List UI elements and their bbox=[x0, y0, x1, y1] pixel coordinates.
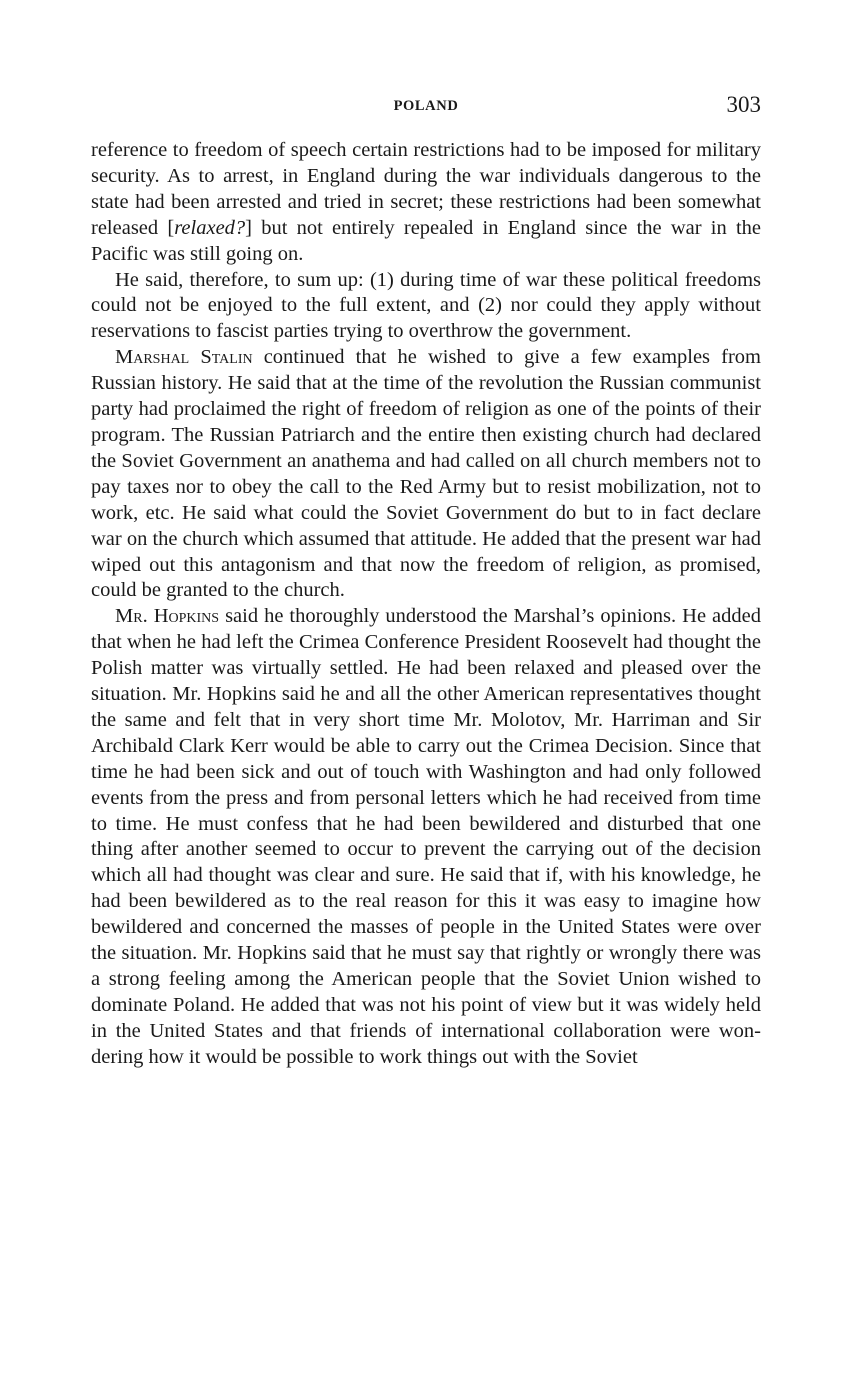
running-head: POLAND bbox=[393, 98, 459, 114]
editorial-note: relaxed? bbox=[174, 216, 246, 239]
page-number: 303 bbox=[726, 92, 761, 117]
paragraph-3 bbox=[91, 345, 761, 604]
bracket-close: ] bbox=[245, 216, 252, 239]
paragraph-1-text: reference to freedom of speech certain restrictions had to be imposed for military security. As to arrest, in England during the war individuals dangerous to the state had been arrested and tried in secret; these restrictions had been somewhat released bbox=[91, 139, 761, 239]
paragraph-4 bbox=[91, 604, 761, 1070]
page-header bbox=[91, 92, 761, 122]
paragraph-2 bbox=[91, 268, 761, 346]
speaker-name: Marshal Stalin bbox=[115, 346, 253, 369]
bracket-open: [ bbox=[167, 216, 175, 239]
paragraph-2-text: He said, therefore, to sum up: (1) during time of war these political freedoms could not be enjoyed to the full extent, and (2) nor could they apply without reservations to fascist parties trying to overthrow the government. bbox=[91, 268, 761, 343]
body-text bbox=[91, 138, 761, 1071]
paragraph-1-text-after: but not entirely repealed in England since the war in the Pacific was still going on. bbox=[91, 216, 761, 265]
paragraph-1 bbox=[91, 138, 761, 268]
paragraph-3-text: continued that he wished to give a few examples from Russian history. He said that at the time of the revolution the Russian communist party had proclaimed the right of freedom of religion as one of the points of their program. The Russian Patriarch and the entire then existing church had declared the Soviet Government an anathema and had called on all church members not to pay taxes nor to obey the call to the Red Army but to resist mobilization, not to work, etc. He said what could the Soviet Government do but to in fact declare war on the church which assumed that attitude. He added that the present war had wiped out this antagonism and that now the freedom of religion, as promised, could be granted to the church. bbox=[91, 346, 762, 602]
paragraph-4-text: said he thoroughly understood the Marshal’s opinions. He added that when he had left the Crimea Conference President Roosevelt had thought the Polish matter was virtually settled. He had been relaxed and pleased over the situation. Mr. Hopkins said he and all the other American representatives thought the same and felt that in very short time Mr. Molotov, Mr. Harriman and Sir Archibald Clark Kerr would be able to carry out the Crimea Decision. Since that time he had been sick and out of touch with Washington and had only followed events from the press and from personal letters which he had received from time to time. He must confess that he had been bewildered and disturbed that one thing after another seemed to occur to prevent the carrying out of the decision which all had thought was clear and sure. He said that if, with his knowledge, he had been bewildered as to the real reason for this it was easy to imagine how bewildered and concerned the masses of people in the United States were over the situation. Mr. Hopkins said that he must say that rightly or wrongly there was a strong feeling among the American people that the Soviet Union wished to dominate Poland. He added that was not his point of view but it was widely held in the United States and that friends of international collaboration were wondering how it would be possible to work things out with the Soviet bbox=[91, 605, 761, 1068]
speaker-name: Mr. Hopkins bbox=[115, 605, 220, 628]
